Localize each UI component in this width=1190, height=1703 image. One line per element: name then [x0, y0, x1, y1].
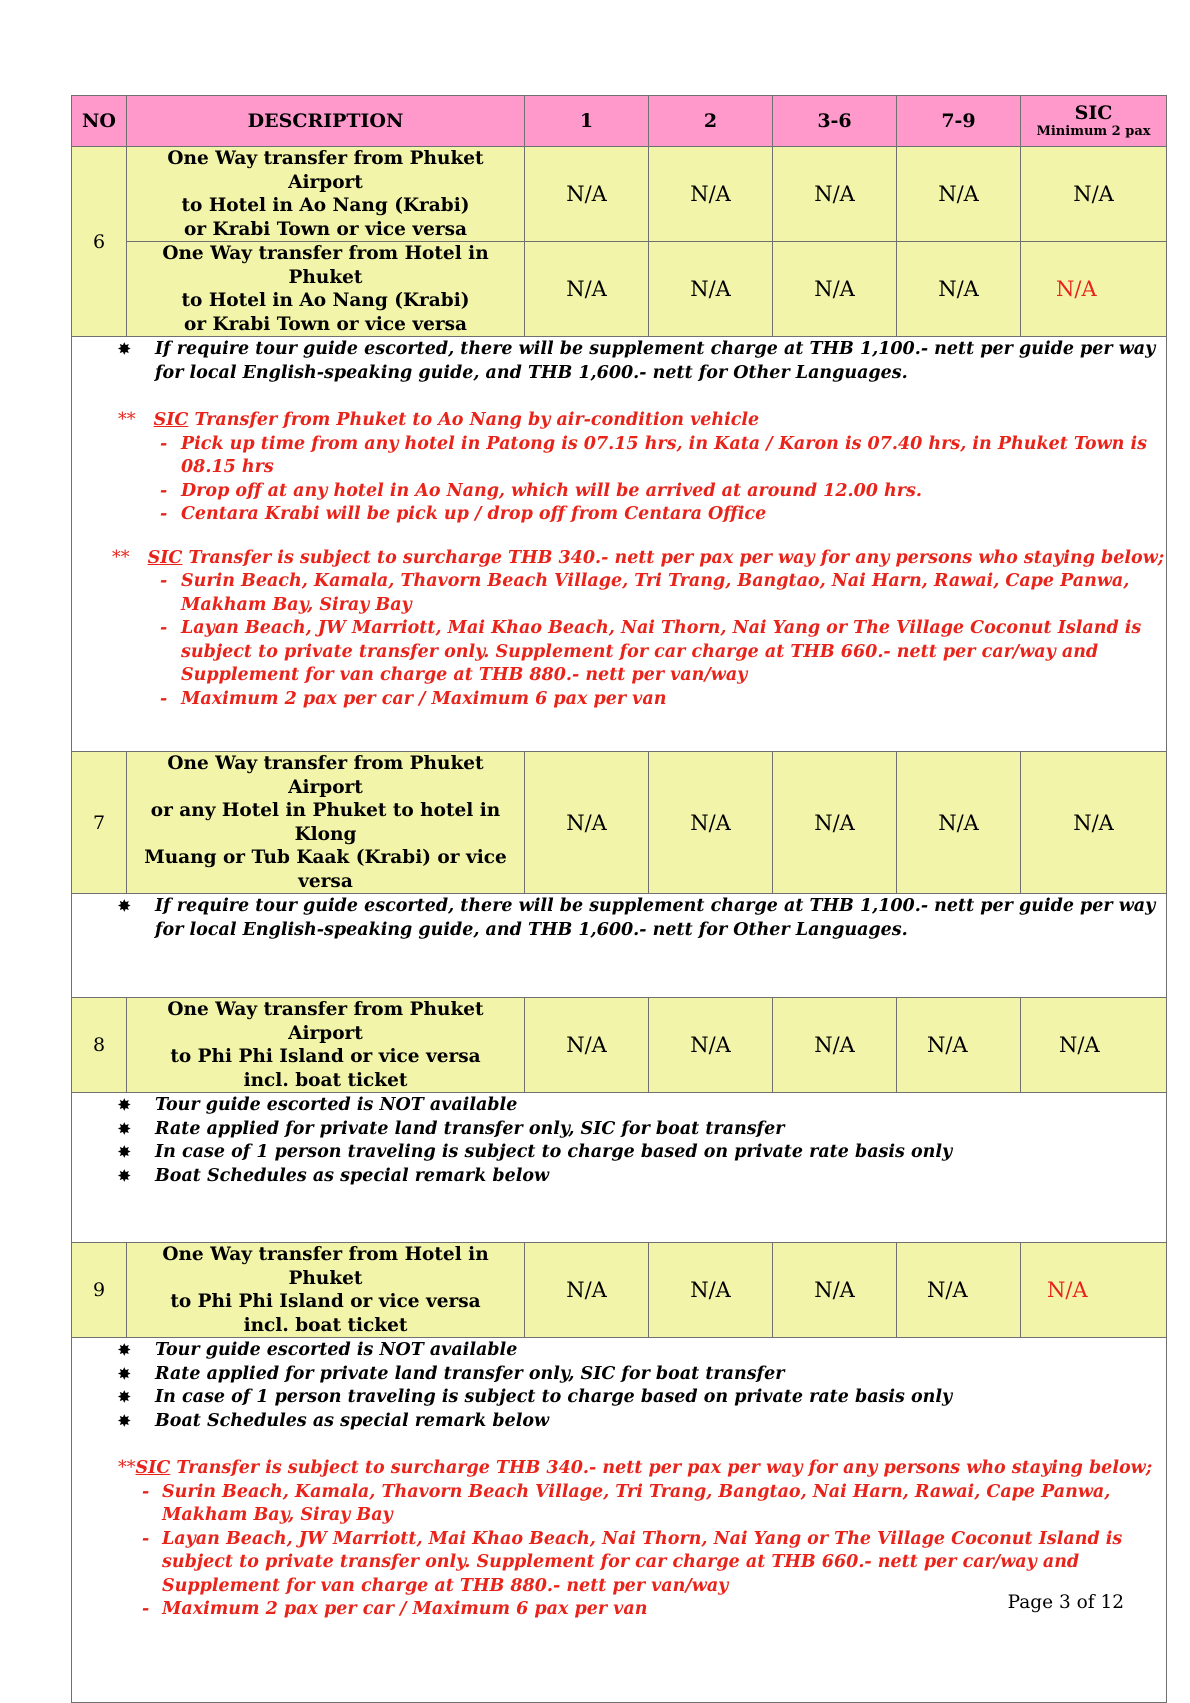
header-no: NO [72, 96, 127, 147]
remark-text: Pick up time from any hotel in Patong is 07.15 hrs, in Kata / Karon is 07.40 hrs, in Phuket Town is 08.15 hrs [181, 433, 1147, 477]
rate-cell: N/A [773, 147, 897, 242]
desc-line: One Way transfer from Phuket Airport [167, 148, 484, 193]
sic-label: SIC [153, 410, 189, 430]
rate-cell: N/A [1021, 147, 1167, 242]
stars-icon: ** [112, 547, 130, 568]
bullet-icon: ✸ [118, 1364, 131, 1383]
page-number: Page 3 of 12 [1007, 1592, 1124, 1613]
bullet-icon: ✸ [118, 897, 131, 915]
remarks-cell [72, 337, 1167, 752]
remark-text: In case of 1 person traveling is subject to charge based on private rate basis only [155, 1142, 953, 1162]
sic-label: SIC [147, 547, 183, 568]
desc-line: incl. boat ticket [243, 1069, 408, 1091]
rate-cell: N/A [897, 752, 1021, 894]
desc-line: One Way transfer from Hotel in Phuket [162, 243, 489, 288]
remark-text: Drop off at any hotel in Ao Nang, which will be arrived at around 12.00 hrs. [181, 480, 922, 501]
bullet-icon: ✸ [118, 1388, 131, 1406]
rate-cell: N/A [773, 998, 897, 1093]
header-sic-label: SIC [1074, 102, 1113, 124]
dash-icon: - [160, 688, 168, 709]
desc-line: One Way transfer from Phuket Airport [167, 753, 484, 798]
remark-item [72, 1598, 1166, 1622]
desc-line: to Phi Phi Island or vice versa [170, 1291, 481, 1312]
rate-cell: N/A [649, 752, 773, 894]
rates-table [71, 95, 1167, 1703]
desc-line: One Way transfer from Phuket Airport [167, 999, 484, 1044]
rate-cell: N/A [1021, 752, 1167, 894]
row-description [127, 1243, 525, 1338]
row-no: 9 [72, 1243, 127, 1338]
remark-item [72, 1118, 1166, 1142]
remark-text: Layan Beach, JW Marriott, Mai Khao Beach, Nai Thorn, Nai Yang or The Village Coconut Island is subject to private transfer only. Supplement for car charge at THB 660.- nett per car/way and Supplement for van charge at THB 880.- nett per van/way [181, 618, 1142, 685]
table-row [72, 998, 1167, 1093]
dash-icon: - [142, 1481, 150, 1502]
remark-item [72, 1339, 1166, 1363]
header-col-1: 1 [525, 96, 649, 147]
dash-icon: - [142, 1599, 150, 1619]
rate-cell: N/A [897, 998, 1021, 1093]
remark-item [72, 1528, 1166, 1599]
remark-text: Tour guide escorted is NOT available [155, 1340, 518, 1360]
sic-remark-heading [72, 1457, 1166, 1481]
remark-text: Boat Schedules as special remark below [155, 1410, 550, 1431]
notes-row [72, 1338, 1167, 1703]
table-row [72, 242, 1167, 337]
rate-cell: N/A [897, 242, 1021, 337]
row-description [127, 147, 525, 242]
bullet-icon: ✸ [118, 1096, 131, 1114]
remark-item [72, 433, 1166, 480]
remarks-cell [72, 1093, 1167, 1243]
desc-line: Muang or Tub Kaak (Krabi) or vice versa [144, 847, 507, 892]
rate-cell: N/A [773, 242, 897, 337]
row-no: 8 [72, 998, 127, 1093]
remark-item [72, 1386, 1166, 1410]
rate-cell: N/A [525, 752, 649, 894]
dash-icon: - [142, 1528, 150, 1549]
header-row [72, 96, 1167, 147]
sic-remark-block [72, 547, 1166, 712]
remark-text: Maximum 2 pax per car / Maximum 6 pax per van [162, 1599, 648, 1619]
rate-cell: N/A [773, 1243, 897, 1338]
rate-cell: N/A [773, 752, 897, 894]
header-sic [1021, 96, 1167, 147]
bullet-icon: ✸ [118, 1119, 131, 1138]
remark-text: Transfer is subject to surcharge THB 340.- nett per pax per way for any persons who staying below; [170, 1458, 1153, 1478]
rate-cell: N/A [525, 1243, 649, 1338]
dash-icon: - [160, 571, 168, 591]
remarks-cell [72, 1338, 1167, 1703]
remark-item [72, 895, 1166, 942]
desc-line: or Krabi Town or vice versa [184, 218, 467, 240]
remark-text: If require tour guide escorted, there will be supplement charge at THB 1,100.- nett per guide per way for local English-speaking guide, and THB 1,600.- nett for Other Languages. [155, 339, 1156, 383]
stars-icon: ** [118, 1458, 136, 1478]
remark-text: Boat Schedules as special remark below [155, 1165, 550, 1186]
remark-item [72, 480, 1166, 504]
header-col-3-6: 3-6 [773, 96, 897, 147]
desc-line: or any Hotel in Phuket to hotel in Klong [150, 800, 501, 845]
dash-icon: - [160, 433, 168, 454]
remark-text: Layan Beach, JW Marriott, Mai Khao Beach, Nai Thorn, Nai Yang or The Village Coconut Island is subject to private transfer only. Supplement for car charge at THB 660.- nett per car/way and Supplement for van charge at THB 880.- nett per van/way [162, 1528, 1123, 1596]
remark-item [72, 1363, 1166, 1387]
header-sic-sub: Minimum 2 pax [1036, 124, 1151, 139]
rate-cell: N/A [525, 147, 649, 242]
remark-text: Transfer is subject to surcharge THB 340.- nett per pax per way for any persons who staying below; [182, 547, 1165, 568]
row-description [127, 242, 525, 337]
rate-cell: N/A [649, 242, 773, 337]
remark-item [72, 1094, 1166, 1118]
bullet-icon: ✸ [118, 340, 131, 358]
rate-cell: N/A [649, 147, 773, 242]
notes-row [72, 1093, 1167, 1243]
remark-text: If require tour guide escorted, there will be supplement charge at THB 1,100.- nett per guide per way for local English-speaking guide, and THB 1,600.- nett for Other Languages. [155, 896, 1156, 940]
row-no: 6 [72, 147, 127, 337]
remark-text: Rate applied for private land transfer only, SIC for boat transfer [155, 1118, 785, 1139]
table-row [72, 1243, 1167, 1338]
desc-line: to Hotel in Ao Nang (Krabi) [181, 290, 470, 311]
rate-cell-sic: N/A [1021, 242, 1167, 337]
rate-cell-sic: N/A [1021, 1243, 1167, 1338]
rate-cell: N/A [897, 147, 1021, 242]
rate-cell: N/A [897, 1243, 1021, 1338]
sic-label: SIC [135, 1458, 171, 1478]
table-row [72, 147, 1167, 242]
bullet-icon: ✸ [118, 1341, 131, 1359]
remark-text: Surin Beach, Kamala, Thavorn Beach Village, Tri Trang, Bangtao, Nai Harn, Rawai, Cape Panwa, Makham Bay, Siray Bay [162, 1481, 1111, 1525]
dash-icon: - [160, 618, 168, 638]
header-description: DESCRIPTION [127, 96, 525, 147]
rate-cell: N/A [525, 998, 649, 1093]
rate-cell: N/A [649, 998, 773, 1093]
sic-remark-heading [72, 547, 1166, 571]
remark-text: Transfer from Phuket to Ao Nang by air-condition vehicle [188, 410, 760, 430]
remark-item [72, 338, 1166, 385]
table-row [72, 752, 1167, 894]
remark-text: Maximum 2 pax per car / Maximum 6 pax per van [181, 688, 667, 709]
remark-text: Rate applied for private land transfer only, SIC for boat transfer [155, 1363, 785, 1384]
dash-icon: - [160, 504, 168, 524]
sic-remark-heading [72, 409, 1166, 433]
desc-line: One Way transfer from Hotel in Phuket [162, 1244, 489, 1289]
remark-item [72, 617, 1166, 688]
remark-item [72, 1481, 1166, 1528]
remark-item [72, 503, 1166, 527]
rate-cell: N/A [525, 242, 649, 337]
notes-row [72, 337, 1167, 752]
remark-text: In case of 1 person traveling is subject to charge based on private rate basis only [155, 1387, 953, 1407]
remark-text: Surin Beach, Kamala, Thavorn Beach Village, Tri Trang, Bangtao, Nai Harn, Rawai, Cape Panwa, Makham Bay, Siray Bay [181, 571, 1130, 615]
remark-item [72, 1165, 1166, 1189]
remark-item [72, 570, 1166, 617]
remark-item [72, 688, 1166, 712]
remark-item [72, 1410, 1166, 1434]
desc-line: to Phi Phi Island or vice versa [170, 1046, 481, 1067]
sic-remark-block [72, 1457, 1166, 1622]
bullet-icon: ✸ [118, 1166, 131, 1185]
rate-cell: N/A [1021, 998, 1167, 1093]
row-description [127, 752, 525, 894]
desc-line: or Krabi Town or vice versa [184, 313, 467, 335]
desc-line: incl. boat ticket [243, 1314, 408, 1336]
remark-text: Tour guide escorted is NOT available [155, 1095, 518, 1115]
notes-row [72, 894, 1167, 998]
rate-cell: N/A [649, 1243, 773, 1338]
row-description [127, 998, 525, 1093]
desc-line: to Hotel in Ao Nang (Krabi) [181, 195, 470, 216]
remark-item [72, 1141, 1166, 1165]
remark-text: Centara Krabi will be pick up / drop off from Centara Office [181, 504, 767, 524]
bullet-icon: ✸ [118, 1411, 131, 1430]
stars-icon: ** [118, 410, 136, 430]
dash-icon: - [160, 480, 168, 501]
header-col-7-9: 7-9 [897, 96, 1021, 147]
row-no: 7 [72, 752, 127, 894]
header-col-2: 2 [649, 96, 773, 147]
sic-remark-block [72, 409, 1166, 527]
bullet-icon: ✸ [118, 1143, 131, 1161]
remarks-cell [72, 894, 1167, 998]
